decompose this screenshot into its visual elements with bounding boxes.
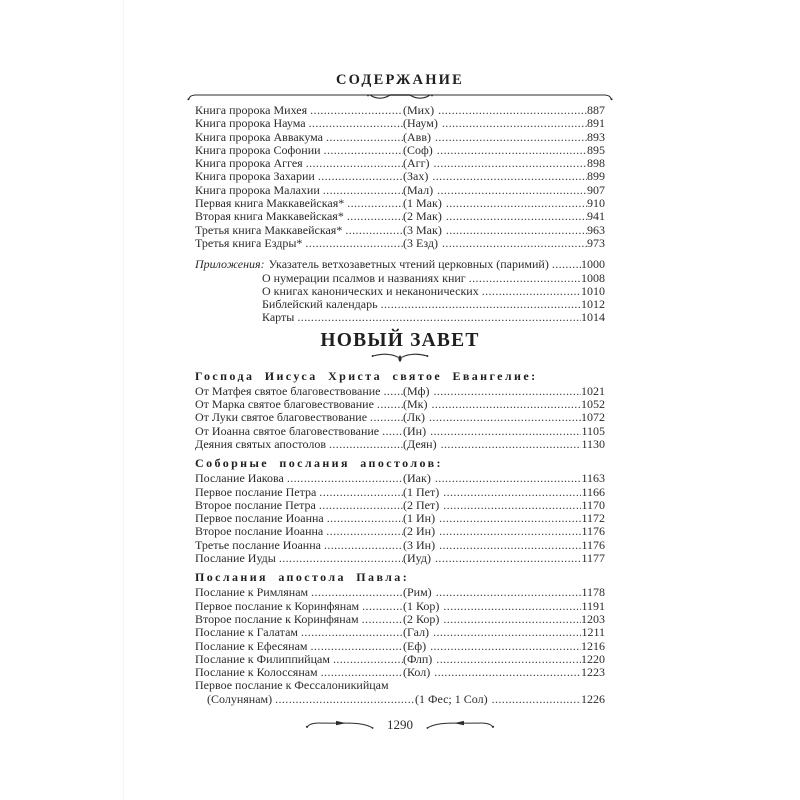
entry-title: Библейский календарь bbox=[262, 298, 378, 312]
toc-entry bbox=[195, 552, 605, 565]
entry-abbr: (2 Кор) bbox=[403, 611, 440, 626]
toc-entry bbox=[195, 258, 605, 271]
entry-abbr: (Наум) bbox=[403, 116, 438, 131]
toc-entry bbox=[195, 438, 605, 451]
toc-entry bbox=[195, 157, 605, 170]
dot-leader bbox=[431, 157, 587, 170]
dot-leader bbox=[298, 626, 403, 639]
dot-leader bbox=[308, 586, 403, 599]
entry-title: Послание к Филиппийцам bbox=[195, 652, 330, 666]
dot-leader bbox=[443, 210, 587, 223]
toc-entry bbox=[195, 104, 605, 117]
dot-leader bbox=[489, 693, 581, 706]
page-title: СОДЕРЖАНИЕ bbox=[335, 72, 465, 88]
entry-title: Указатель ветхозаветных чтений церковных (паримий) bbox=[268, 258, 549, 272]
entry-title: Первое послание к Фессалоникийцам bbox=[195, 678, 389, 693]
toc-entry bbox=[195, 210, 605, 223]
dot-leader bbox=[433, 586, 582, 599]
entry-title: Послание Иуды bbox=[195, 552, 276, 566]
dot-leader bbox=[426, 411, 581, 424]
catholic-epistles-subheading: Соборные послания апостолов: bbox=[195, 456, 443, 471]
dot-leader bbox=[432, 552, 581, 565]
entry-title: Третья книга Маккавейская* bbox=[195, 223, 343, 237]
entry-title: Книга пророка Наума bbox=[195, 117, 306, 131]
heading-flourish-icon bbox=[370, 352, 430, 363]
entry-page: 891 bbox=[587, 116, 605, 131]
dot-leader bbox=[439, 117, 587, 130]
entry-page: 963 bbox=[587, 222, 605, 237]
entry-page: 1170 bbox=[581, 497, 605, 512]
entry-page: 1072 bbox=[581, 410, 605, 425]
toc-entry bbox=[195, 237, 605, 250]
entry-abbr: (Мф) bbox=[403, 383, 430, 398]
dot-leader bbox=[359, 600, 403, 613]
toc-entry bbox=[195, 144, 605, 157]
entry-abbr: (1 Мак) bbox=[403, 196, 442, 211]
entry-title: Послание к Галатам bbox=[195, 626, 298, 640]
entry-abbr: (Мк) bbox=[403, 397, 428, 412]
dot-leader bbox=[440, 613, 581, 626]
dot-leader bbox=[379, 425, 403, 438]
entry-abbr: (Ин) bbox=[403, 423, 427, 438]
dot-leader bbox=[323, 525, 403, 538]
dot-leader bbox=[433, 653, 581, 666]
appendix-entries bbox=[195, 258, 605, 324]
entry-page: 1191 bbox=[581, 598, 605, 613]
entry-title: Послание к Римлянам bbox=[195, 586, 309, 600]
entry-page: 898 bbox=[587, 156, 605, 171]
dot-leader bbox=[272, 693, 415, 706]
page-edge-shadow bbox=[123, 0, 124, 800]
new-testament-heading: НОВЫЙ ЗАВЕТ bbox=[320, 329, 480, 351]
toc-entry bbox=[195, 117, 605, 130]
entry-title: Послание к Колоссянам bbox=[195, 666, 318, 680]
entry-title: От Иоанна святое благовествование bbox=[195, 424, 380, 438]
toc-entry bbox=[195, 170, 605, 183]
toc-entry bbox=[195, 539, 605, 552]
entry-page: 910 bbox=[587, 196, 605, 211]
entry-abbr: (2 Мак) bbox=[403, 209, 442, 224]
dot-leader bbox=[303, 157, 403, 170]
entry-title: Книга пророка Захарии bbox=[195, 170, 315, 184]
entry-title: Первое послание Петра bbox=[195, 485, 317, 499]
dot-leader bbox=[324, 512, 403, 525]
dot-leader bbox=[466, 272, 581, 285]
pauline-epistles-entries bbox=[195, 586, 605, 706]
table-of-contents bbox=[195, 0, 605, 733]
dot-leader bbox=[321, 539, 403, 552]
entry-abbr: (1 Кор) bbox=[403, 598, 440, 613]
entry-page: 899 bbox=[587, 169, 605, 184]
folio-page-number: 1290 bbox=[387, 716, 413, 732]
entry-page: 1021 bbox=[581, 383, 605, 398]
entry-page: 887 bbox=[587, 103, 605, 117]
entry-title: Первая книга Маккавейская* bbox=[195, 197, 345, 211]
dot-leader bbox=[427, 425, 581, 438]
toc-entry bbox=[195, 311, 605, 324]
dot-leader bbox=[431, 666, 581, 679]
entry-title: Третье послание Иоанна bbox=[195, 538, 321, 552]
entry-page: 941 bbox=[587, 209, 605, 224]
dot-leader bbox=[359, 613, 403, 626]
toc-entry bbox=[195, 486, 605, 499]
dot-leader bbox=[430, 385, 581, 398]
dot-leader bbox=[308, 640, 403, 653]
toc-entry-wrapped-line1 bbox=[195, 679, 605, 692]
dot-leader bbox=[344, 197, 403, 210]
entry-title: От Луки святое благовествование bbox=[195, 411, 368, 425]
entry-page: 1000 bbox=[581, 257, 605, 272]
dot-leader bbox=[330, 653, 403, 666]
entry-page: 1226 bbox=[581, 691, 605, 706]
entry-page: 1105 bbox=[581, 423, 605, 438]
dot-leader bbox=[443, 197, 587, 210]
toc-entry bbox=[195, 298, 605, 311]
dot-leader bbox=[321, 144, 403, 157]
entry-page: 1012 bbox=[581, 297, 605, 312]
entry-abbr: (Авв) bbox=[403, 129, 431, 144]
entry-abbr: (Иак) bbox=[403, 471, 431, 486]
entry-page: 893 bbox=[587, 129, 605, 144]
entry-title: Второе послание Иоанна bbox=[195, 525, 324, 539]
entry-title: Книга пророка Аггея bbox=[195, 157, 303, 171]
entry-page: 1008 bbox=[581, 270, 605, 285]
dot-leader bbox=[318, 666, 403, 679]
toc-entry bbox=[195, 600, 605, 613]
entry-abbr: (Агг) bbox=[403, 156, 430, 171]
toc-entry bbox=[195, 613, 605, 626]
entry-abbr: (Мих) bbox=[403, 103, 435, 117]
entry-page: 1211 bbox=[581, 625, 605, 640]
dot-leader bbox=[432, 472, 582, 485]
entry-title: О книгах канонических и неканонических bbox=[262, 284, 479, 298]
entry-page: 1220 bbox=[581, 651, 605, 666]
toc-entry bbox=[195, 184, 605, 197]
dot-leader bbox=[316, 499, 403, 512]
entry-page: 1172 bbox=[581, 511, 605, 526]
dot-leader bbox=[315, 170, 403, 183]
dot-leader bbox=[436, 512, 581, 525]
entry-title: Послание Иакова bbox=[195, 472, 284, 486]
toc-entry bbox=[195, 640, 605, 653]
toc-entry bbox=[195, 472, 605, 485]
entry-abbr: (Лк) bbox=[403, 410, 425, 425]
toc-entry bbox=[195, 525, 605, 538]
toc-entry bbox=[195, 272, 605, 285]
dot-leader bbox=[306, 117, 403, 130]
entry-title: Книга пророка Малахии bbox=[195, 183, 320, 197]
dot-leader bbox=[430, 626, 581, 639]
entry-abbr: (3 Мак) bbox=[403, 222, 442, 237]
entry-abbr: (1 Фес; 1 Сол) bbox=[415, 691, 488, 706]
dot-leader bbox=[381, 385, 404, 398]
entry-title: Третья книга Ездры* bbox=[195, 236, 303, 250]
dot-leader bbox=[276, 552, 403, 565]
entry-abbr: (Соф) bbox=[403, 142, 433, 157]
entry-page: 1130 bbox=[581, 436, 605, 451]
entry-page: 895 bbox=[587, 142, 605, 157]
entry-abbr: (3 Езд) bbox=[403, 235, 438, 250]
entry-title: О нумерации псалмов и названиях книг bbox=[262, 271, 466, 285]
entry-page: 1010 bbox=[581, 283, 605, 298]
dot-leader bbox=[429, 398, 582, 411]
entry-title: (Солунянам) bbox=[207, 692, 273, 706]
dot-leader bbox=[443, 224, 587, 237]
entry-page: 1176 bbox=[581, 537, 605, 552]
dot-leader bbox=[440, 486, 581, 499]
dot-leader bbox=[320, 184, 403, 197]
dot-leader bbox=[432, 131, 587, 144]
toc-entry bbox=[195, 398, 605, 411]
entry-title: Второе послание Петра bbox=[195, 498, 316, 512]
entry-abbr: (Кол) bbox=[403, 665, 431, 680]
entry-page: 1166 bbox=[581, 484, 605, 499]
entry-page: 1203 bbox=[581, 611, 605, 626]
entry-title: Деяния святых апостолов bbox=[195, 437, 326, 451]
entry-page: 1176 bbox=[581, 524, 605, 539]
dot-leader bbox=[307, 104, 403, 117]
dot-leader bbox=[438, 438, 582, 451]
entry-page: 1052 bbox=[581, 397, 605, 412]
entry-page: 907 bbox=[587, 182, 605, 197]
dot-leader bbox=[434, 144, 587, 157]
entry-abbr: (Деян) bbox=[403, 436, 437, 451]
dot-leader bbox=[436, 539, 581, 552]
dot-leader bbox=[284, 472, 403, 485]
dot-leader bbox=[302, 237, 403, 250]
dot-leader bbox=[367, 411, 403, 424]
entry-page: 1223 bbox=[581, 665, 605, 680]
entry-title: Второе послание к Коринфянам bbox=[195, 612, 359, 626]
toc-entry bbox=[195, 512, 605, 525]
dot-leader bbox=[323, 131, 403, 144]
page-footer bbox=[195, 717, 605, 733]
dot-leader bbox=[294, 311, 581, 324]
entry-abbr: (Иуд) bbox=[403, 551, 432, 566]
entry-title: Первое послание Иоанна bbox=[195, 512, 324, 526]
dot-leader bbox=[342, 224, 403, 237]
dot-leader bbox=[549, 258, 581, 271]
pauline-epistles-subheading: Послания апостола Павла: bbox=[195, 570, 410, 585]
entry-title: Первое послание к Коринфянам bbox=[195, 599, 360, 613]
footer-flourish-right-icon bbox=[422, 719, 496, 730]
toc-entry bbox=[195, 499, 605, 512]
entry-page: 1216 bbox=[581, 638, 605, 653]
toc-entry bbox=[195, 385, 605, 398]
entry-page: 1163 bbox=[581, 471, 605, 486]
entry-abbr: (2 Ин) bbox=[403, 524, 436, 539]
entry-title: Карты bbox=[262, 311, 295, 325]
dot-leader bbox=[434, 184, 587, 197]
entry-title: Книга пророка Софонии bbox=[195, 143, 321, 157]
toc-entry bbox=[195, 666, 605, 679]
catholic-epistles-entries bbox=[195, 472, 605, 565]
dot-leader bbox=[479, 285, 581, 298]
entry-page: 1014 bbox=[581, 310, 605, 325]
gospels-subheading: Господа Иисуса Христа святое Евангелие: bbox=[195, 368, 538, 383]
toc-entry bbox=[195, 285, 605, 298]
toc-entry bbox=[195, 411, 605, 424]
entry-title: От Марка святое благовествование bbox=[195, 398, 374, 412]
entry-abbr: (1 Пет) bbox=[403, 484, 440, 499]
dot-leader bbox=[429, 170, 587, 183]
gospels-entries bbox=[195, 385, 605, 451]
dot-leader bbox=[439, 237, 587, 250]
old-testament-entries bbox=[195, 104, 605, 250]
toc-entry bbox=[195, 626, 605, 639]
header-flourish-rule-icon bbox=[185, 90, 615, 102]
dot-leader bbox=[440, 499, 581, 512]
entry-abbr: (Еф) bbox=[403, 638, 427, 653]
toc-entry bbox=[195, 131, 605, 144]
entry-page: 1177 bbox=[581, 551, 605, 566]
entry-title: Книга пророка Аввакума bbox=[195, 130, 323, 144]
entry-title: Послание к Ефесянам bbox=[195, 639, 308, 653]
entry-title: Вторая книга Маккавейская* bbox=[195, 210, 344, 224]
toc-entry bbox=[195, 425, 605, 438]
toc-entry bbox=[195, 653, 605, 666]
entry-abbr: (3 Ин) bbox=[403, 537, 436, 552]
dot-leader bbox=[378, 298, 581, 311]
entry-abbr: (Гал) bbox=[403, 625, 430, 640]
dot-leader bbox=[316, 486, 403, 499]
entry-abbr: (Флп) bbox=[403, 651, 433, 666]
dot-leader bbox=[374, 398, 403, 411]
toc-entry bbox=[195, 197, 605, 210]
entry-page: 1178 bbox=[581, 585, 605, 600]
toc-entry bbox=[195, 586, 605, 599]
entry-abbr: (2 Пет) bbox=[403, 497, 440, 512]
appendix-label: Приложения: bbox=[195, 258, 265, 272]
entry-abbr: (Мал) bbox=[403, 182, 434, 197]
dot-leader bbox=[326, 438, 403, 451]
entry-title: Книга пророка Михея bbox=[195, 104, 308, 117]
footer-flourish-left-icon bbox=[304, 719, 378, 730]
entry-abbr: (1 Ин) bbox=[403, 511, 436, 526]
toc-entry-wrapped-line2 bbox=[195, 693, 605, 706]
entry-abbr: (Рим) bbox=[403, 585, 432, 600]
dot-leader bbox=[427, 640, 581, 653]
entry-page: 973 bbox=[587, 235, 605, 250]
toc-entry bbox=[195, 224, 605, 237]
dot-leader bbox=[435, 104, 587, 117]
entry-abbr: (Зах) bbox=[403, 169, 429, 184]
entry-title: От Матфея святое благовествование bbox=[195, 384, 381, 398]
dot-leader bbox=[344, 210, 403, 223]
dot-leader bbox=[440, 600, 581, 613]
dot-leader bbox=[436, 525, 581, 538]
